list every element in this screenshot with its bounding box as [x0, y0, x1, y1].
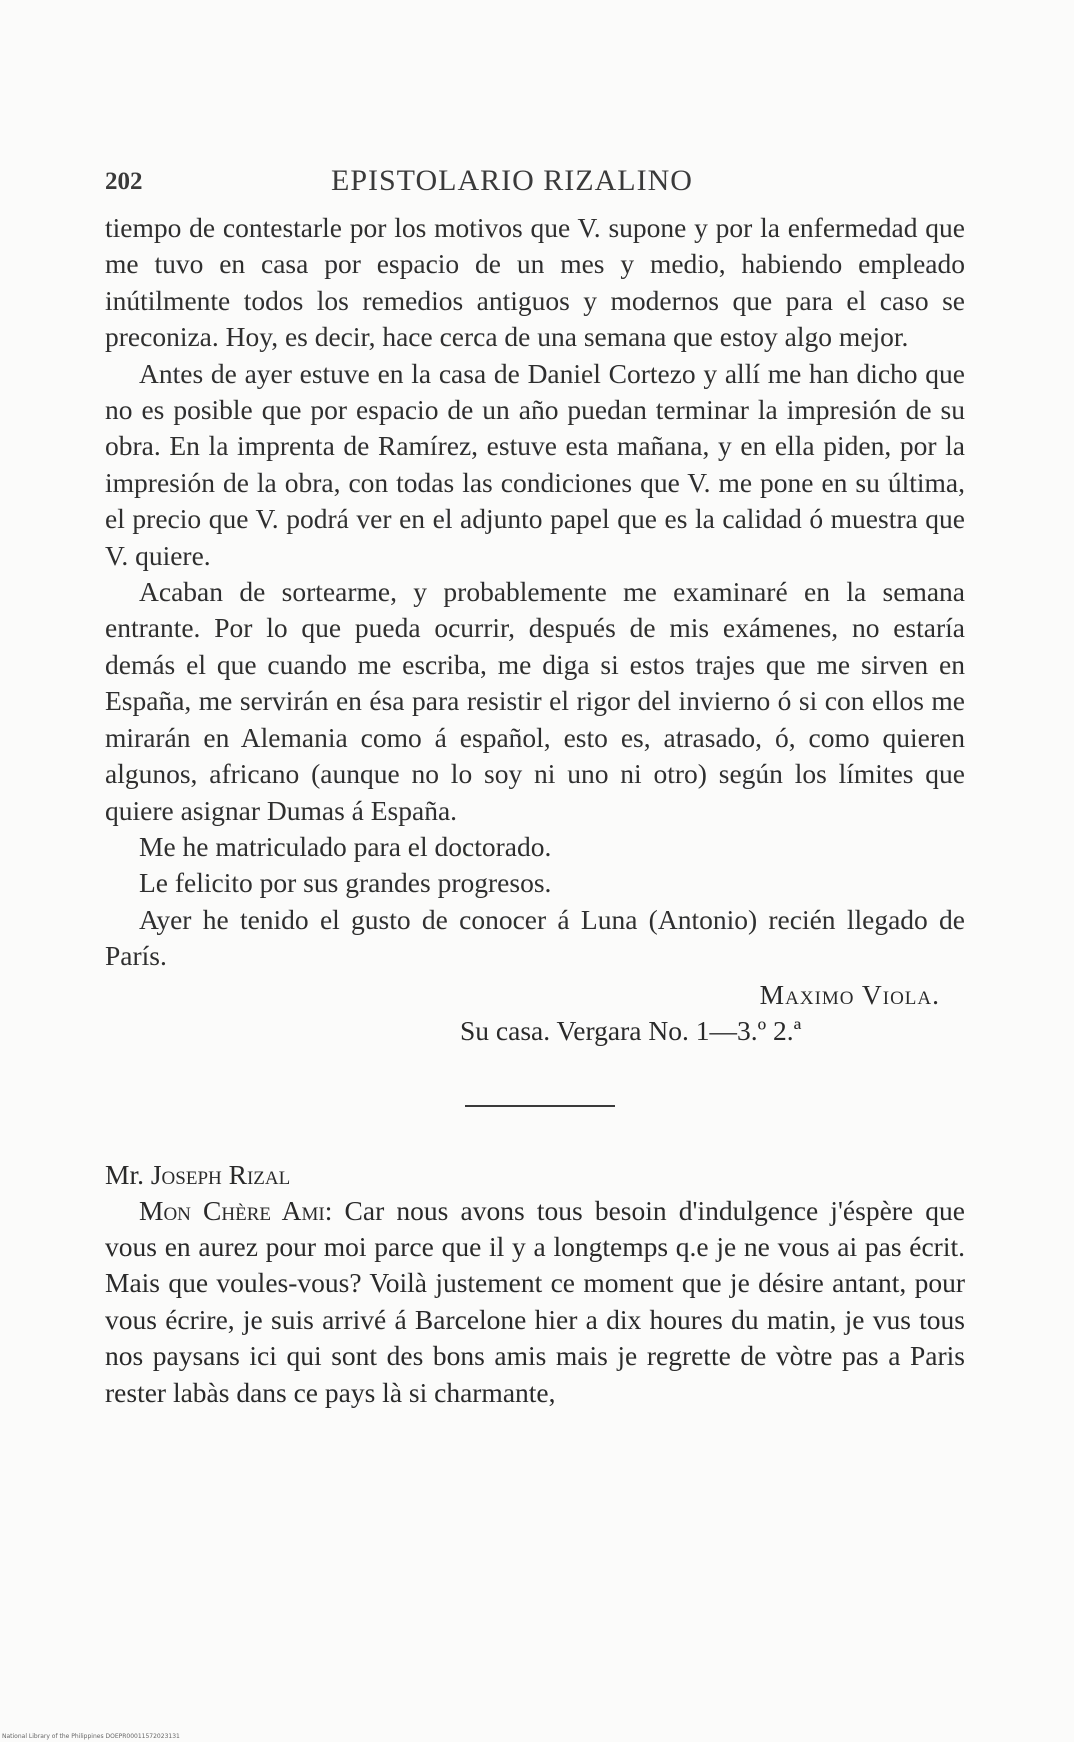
- library-credit: National Library of the Philippines DOEPR00011572023131: [2, 1733, 180, 1740]
- sender-address: Su casa. Vergara No. 1—3.º 2.ª: [460, 1014, 802, 1046]
- running-head: EPISTOLARIO RIZALINO: [331, 164, 693, 197]
- paragraph: Ayer he tenido el gusto de conocer á Luna (Antonio) recién llegado de París.: [105, 903, 965, 972]
- greeting: Mon Chère Ami: [139, 1194, 325, 1226]
- page-number: 202: [105, 168, 143, 195]
- paragraph-text: : Car nous avons tous besoin d'indulgence j'éspère que vous en aurez pour moi parce que il y a longtemps q.e je ne vous ai pas écrit. Mais que voules-vous? Voilà justement ce moment que je désire antant, pour vous écrire, je suis arrivé á Barcelone hier a dix houres du matin, je vus tous nos paysans ici qui sont des bons amis mais je regrette de vòtre pas a Paris rester labàs dans ce pays là si charmante,: [105, 1194, 965, 1408]
- addressee-name: Joseph Rizal: [150, 1158, 291, 1190]
- paragraph: Antes de ayer estuve en la casa de Daniel Cortezo y allí me han dicho que no es posible que por espacio de un año puedan terminar la impresión de su obra. En la imprenta de Ramírez, estuve esta mañana, y en ella piden, por la impresión de la obra, con todas las condiciones que V. me pone en su última, el precio que V. podrá ver en el adjunto papel que es la calidad ó muestra que V. quiere.: [105, 357, 965, 571]
- paragraph: Acaban de sortearme, y probablemente me examinaré en la semana entrante. Por lo que pueda ocurrir, después de mis exámenes, no estaría demás el que cuando me escriba, me diga si estos trajes que me sirven en España, me servirán en ésa para resistir el rigor del invierno ó si con ellos me mirarán en Alemania como á español, esto es, atrasado, ó, como quieren algunos, africano (aunque no lo soy ni uno ni otro) según los límites que quiere asignar Dumas á España.: [105, 576, 965, 826]
- paragraph: Le felicito por sus grandes progresos.: [139, 867, 552, 899]
- letter-one: [105, 210, 965, 1049]
- letter-two: [105, 1157, 965, 1411]
- paragraph: Me he matriculado para el doctorado.: [139, 830, 552, 862]
- section-divider: [465, 1105, 615, 1107]
- page-header: [105, 150, 965, 210]
- addressee: [105, 1157, 965, 1193]
- addressee-prefix: Mr.: [105, 1158, 151, 1190]
- signature: Maximo Viola.: [759, 978, 940, 1010]
- paragraph: [105, 1193, 965, 1411]
- paragraph: tiempo de contestarle por los motivos que V. supone y por la enfermedad que me tuvo en casa por espacio de un mes y medio, habiendo empleado inútilmente todos los remedios antiguos y modernos que para el caso se preconiza. Hoy, es decir, hace cerca de una semana que estoy algo mejor.: [105, 212, 965, 353]
- document-page: [105, 150, 965, 1411]
